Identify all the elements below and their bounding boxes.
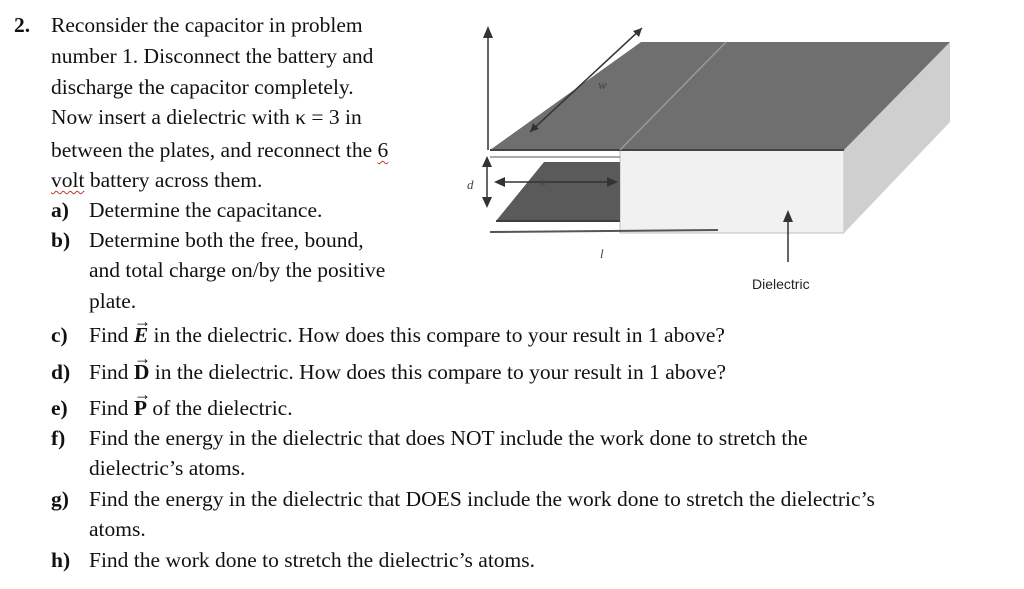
bottom-plate [496, 162, 620, 221]
label-d: d [467, 177, 474, 192]
part-f-line-2: dielectric’s atoms. [89, 456, 246, 480]
intro-line-6 [51, 170, 262, 192]
part-d-label: d) [51, 360, 71, 384]
vector-p-symbol: → P [134, 398, 147, 420]
d-arrow-head-bottom [482, 197, 492, 208]
part-h-label: h) [51, 548, 71, 572]
intro-line-6-text: battery across them. [89, 168, 263, 192]
d-arrow-head-top [482, 156, 492, 167]
intro-word-6: 6 [377, 138, 389, 162]
part-g-line-2: atoms. [89, 517, 146, 541]
problem-number: 2. [14, 13, 31, 37]
intro-line-2: number 1. Disconnect the battery and [51, 44, 374, 68]
intro-line-5-text: between the plates, and reconnect the [51, 138, 373, 162]
part-c-label: c) [51, 323, 68, 347]
vector-d-symbol: → D [134, 362, 150, 384]
dielectric-front-face [620, 150, 844, 233]
part-h-text: Find the work done to stretch the dielectric’s atoms. [89, 548, 536, 572]
label-x: x [540, 174, 546, 189]
part-b-line-1: Determine both the free, bound, [89, 228, 364, 252]
label-dielectric: Dielectric [752, 276, 810, 292]
part-f-line-1: Find the energy in the dielectric that does NOT include the work done to stretch the [89, 426, 808, 450]
part-b-label: b) [51, 228, 71, 252]
height-arrow-head [483, 26, 493, 38]
part-d-text: Find → D in the dielectric. How does this compare to your result in 1 above? [89, 362, 726, 384]
part-b-line-2: and total charge on/by the positive [89, 258, 386, 282]
intro-line-1: Reconsider the capacitor in problem [51, 13, 363, 37]
label-w: w [598, 77, 607, 92]
part-c-text: Find → E in the dielectric. How does this compare to your result in 1 above? [89, 325, 725, 347]
part-e-label: e) [51, 396, 68, 420]
x-arrow-head-left [494, 177, 505, 187]
part-a-label: a) [51, 198, 69, 222]
intro-word-volt: volt [51, 168, 85, 192]
part-g-line-1: Find the energy in the dielectric that DOES include the work done to stretch the dielectric’s [89, 487, 875, 511]
part-g-label: g) [51, 487, 69, 511]
part-e-text: Find → P of the dielectric. [89, 398, 293, 420]
vector-e-symbol: → E [134, 325, 148, 347]
intro-line-5 [51, 140, 388, 162]
part-f-label: f) [51, 426, 66, 450]
part-b-line-3: plate. [89, 289, 137, 313]
part-a-text: Determine the capacitance. [89, 198, 323, 222]
intro-line-3: discharge the capacitor completely. [51, 75, 354, 99]
label-l: l [600, 246, 604, 261]
intro-line-4: Now insert a dielectric with κ = 3 in [51, 105, 362, 129]
